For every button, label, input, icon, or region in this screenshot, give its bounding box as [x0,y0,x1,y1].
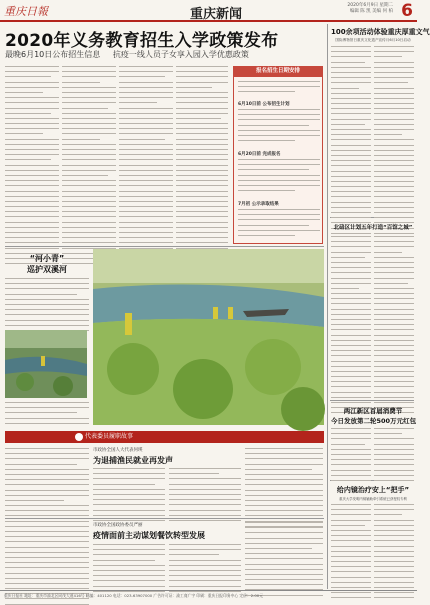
schedule-item: 7月初 公示录取结果 [238,202,279,207]
story1-body-1 [93,468,165,516]
story2-kicker: 市政协全国政协委员严丽 [93,523,143,528]
feature-body [5,278,89,328]
river-patrol-photo [93,249,324,425]
story2-body-3 [245,522,323,588]
right-mid-body-2 [374,236,414,396]
right-lower-headline-1: 两江新区首届消费节 [343,407,403,415]
feature-headline-1: “河小青” [29,254,65,263]
right-top-headline: 100余项活动体验重庆厚重文气 [331,28,430,36]
section-title: 重庆新闻 [190,7,243,22]
masthead-editors: 编辑 陈 凯 美编 何 柏 [349,9,393,14]
right-bottom-body-2 [374,504,414,588]
feature-headline-2: 巡护双溪河 [27,265,67,274]
schedule-item: 6月20日前 完成报名 [238,152,281,157]
banner-bullet-icon [75,433,83,441]
page-number: 6 [401,1,413,21]
lead-headline: 2020年义务教育招生入学政策发布 [5,31,279,51]
right-bottom-body-1 [331,504,371,588]
lead-body-col-3 [119,66,173,244]
right-bottom-subheadline: 重庆大学发明内镜辅助牵引系统已获授权专利 [339,497,407,501]
page-footer: 重庆日报社 地址：重庆市渝北区同茂大道416号 邮编：401120 电话：023-63907000 广告许可证：渝工商广字 印刷：重庆日报印务中心 定价：2.00元 [0,590,417,600]
schedule-box-heading: 报名招生日期安排 [233,66,323,76]
section-rule [330,400,414,401]
lead-body-col-4 [176,66,228,244]
lead-sub-right: 抗疫一线人员子女享入园入学优惠政策 [112,50,249,59]
right-top-body-2 [374,46,414,214]
right-lower-body-1 [331,428,371,478]
right-mid-headline: 北碚区计划五年打造“百馆之城” [333,225,413,231]
schedule-box-body [238,159,320,199]
lead-body-col-2 [62,66,116,244]
story1-body-2 [169,468,241,516]
story2-headline: 疫情面前主动谋划餐饮转型发展 [93,531,205,540]
schedule-box-body [238,209,320,243]
right-mid-body-1 [331,236,371,396]
story1-body-3 [245,448,323,516]
schedule-item: 6月10日前 公布招生计划 [238,102,290,107]
main-photo [93,249,324,425]
column-rule [327,24,328,589]
story1-headline: 为退捕渔民就业再发声 [93,456,173,465]
story2-body-2 [169,544,241,588]
right-top-body-1 [331,46,371,214]
schedule-box-body [238,109,320,149]
right-lower-headline-2: 今日发放第二轮500万元红包 [331,417,417,425]
masthead-date: 2020年6月9日 星期二 [347,3,393,8]
newspaper-logo: 重庆日報 [4,5,48,18]
bottom-left-body [5,448,89,588]
feature-body-2 [5,402,89,428]
lead-subheadline [5,49,259,60]
right-top-subheadline: 国际博物馆日重庆文化遗产宣传月6月10日启动 [335,38,411,42]
river-cleanup-photo [5,330,87,398]
right-lower-body-2 [374,428,414,478]
story2-body-1 [93,544,165,588]
masthead-meta [347,3,393,15]
schedule-box [233,76,323,244]
banner-text: 代表委员履职故事 [85,433,134,440]
story1-kicker: 市政协全国人大代表何瑛 [93,448,143,453]
section-banner [5,431,324,443]
masthead [0,0,417,22]
lead-body-col-1 [5,66,59,244]
schedule-box-body [238,81,320,99]
right-bottom-headline: 给内镜治疗安上“把手” [336,486,410,494]
feature-photo [5,330,87,398]
lead-sub-left: 最晚6月10日公布招生信息 [5,50,101,59]
